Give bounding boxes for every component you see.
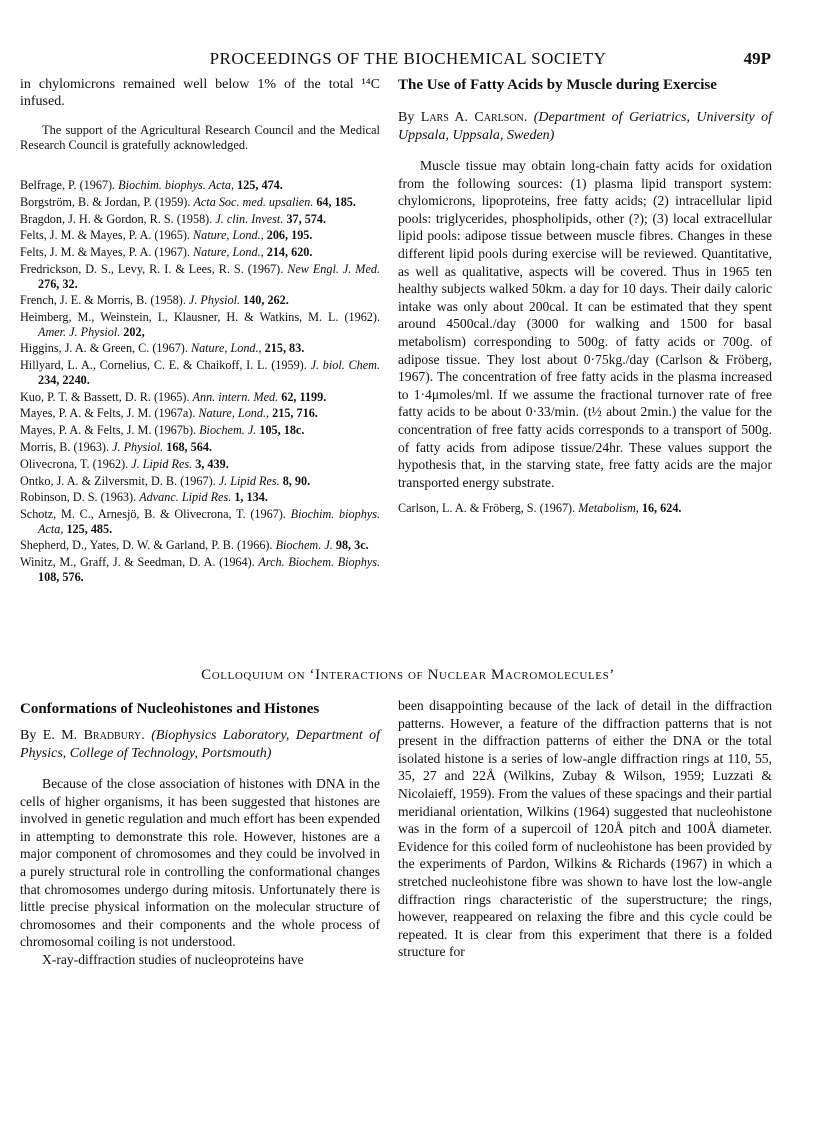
reference-item: Bragdon, J. H. & Gordon, R. S. (1958). J. clin. Invest. 37, 574. [20, 211, 327, 226]
article1-byline [398, 109, 772, 145]
reference-item: Shepherd, D., Yates, D. W. & Garland, P. B. (1966). Biochem. J. 98, 3c. [20, 538, 369, 553]
article1-reference [398, 501, 772, 516]
article2-body-left [20, 775, 380, 969]
reference-item: Higgins, J. A. & Green, C. (1967). Nature, Lond., 215, 83. [20, 341, 305, 356]
article2-title: Conformations of Nucleohistones and Histones [20, 701, 320, 717]
reference-item: Fredrickson, D. S., Levy, R. I. & Lees, R. S. (1967). New Engl. J. Med. 276, 32. [20, 261, 380, 291]
reference-item: Borgström, B. & Jordan, P. (1959). Acta Soc. med. upsalien. 64, 185. [20, 194, 356, 209]
article2-byline [20, 727, 380, 763]
reference-item: Heimberg, M., Weinstein, I., Klausner, H. & Watkins, M. L. (1962). Amer. J. Physiol. 202, [20, 310, 380, 339]
journal-title: PROCEEDINGS OF THE BIOCHEMICAL SOCIETY [209, 49, 607, 68]
article2-paragraph1: Because of the close association of histones with DNA in the cells of higher organisms, it has been suggested that histones are involved in genetic regulation and much effort has been expended in attempting to demonstrate this role. However, histones are a major component of chromosomes and they could be involved in a purely structural role in controlling the conformational changes that chromosomes undergo during mitosis. Unfortunately there is little precise physical information on the molecular structure of chromosomes and their components and the whole process of chromosomal coiling is not understood. [20, 776, 380, 950]
page-number: 49P [743, 49, 771, 68]
reference-item: Ontko, J. A. & Zilversmit, D. B. (1967). J. Lipid Res. 8, 90. [20, 473, 311, 488]
reference-item: French, J. E. & Morris, B. (1958). J. Physiol. 140, 262. [20, 293, 289, 308]
reference-list [20, 178, 380, 587]
article2-affiliation: (Biophysics Laboratory, Department of Physics, College of Technology, Portsmouth) [20, 728, 381, 761]
reference-item: Morris, B. (1963). J. Physiol. 168, 564. [20, 439, 212, 454]
colloquium-heading: Colloquium on ‘Interactions of Nuclear Macromolecules’ [201, 667, 615, 683]
reference-item: Felts, J. M. & Mayes, P. A. (1965). Nature, Lond., 206, 195. [20, 228, 313, 243]
reference-item: Hillyard, L. A., Cornelius, C. E. & Chaikoff, I. L. (1959). J. biol. Chem. 234, 2240. [20, 358, 381, 387]
article1-author: Lars A. Carlson. [420, 110, 528, 125]
article2-author: E. M. Bradbury. [42, 728, 145, 743]
article1-paragraph: Muscle tissue may obtain long-chain fatty acids for oxidation from the following sources: (1) plasma lipid transport system: chylomicrons, lipoproteins, free fatty acids; (2) intracellular lipid pools: triglycerides, phospholipids, other (?); (3) local extracellular lipid pools: adipose tissue between muscle fibres. Changes in these different lipid pools during exercise will be reviewed. Quantitative, as well as qualitative, aspects will be covered. Thus in 1965 ten healthy subjects walked 50km. a day for 10 days. Their daily caloric intake was only about 200cal. It can be estimated that they spent around 4500cal./day (3000 for walking and 1500 for basal metabolism) corresponding to 500g. of fatty acids or 700g. of adipose tissue. They lost about 0·75kg./day (Carlson & Fröberg, 1967). The concentration of free fatty acids in the plasma increased to 1·4μmoles/ml. If we assume the fractional turnover rate of free fatty acids to be about 0·33/min. (t½ about 2min.) the value for the concentration of free fatty acids corresponds to a transport of 500g. of fatty acids from adipose tissue/24hr. These values support the hypothesis that, in the starving state, free fatty acids are the major transported energy substrate. [398, 158, 772, 490]
reference-item: Kuo, P. T. & Bassett, D. R. (1965). Ann. intern. Med. 62, 1199. [20, 389, 327, 404]
article2-by: By [20, 728, 37, 743]
reference-item: Mayes, P. A. & Felts, J. M. (1967a). Nature, Lond., 215, 716. [20, 406, 318, 421]
article2-paragraph2-cont: been disappointing because of the lack of detail in the diffraction patterns. However, a feature of the diffraction patterns that is not present in the diffraction patterns of either the DNA or the total isolated histone is a series of low-angle diffraction rings at 110, 55, 35, 27 and 22Å (Wilkins, Zubay & Wilson, 1959; Luzzati & Nicolaieff, 1959). From the values of these spacings and their partial meridianal orientation, Wilkins (1964) suggested that nucleohistone was in the form of a supercoil of 120Å pitch and 100Å diameter. Evidence for this coiled form of nucleohistone has been provided by the experiments of Pardon, Wilkins & Richards (1967) in which a stretched nucleohistone fibre was shown to have lost the low-angle diffraction rings characteristic of the superstructure; the rings, however, reappeared on relaxing the fibre and this cycle could be repeated. It is clear from this experiment that there is a folded structure for [398, 698, 772, 960]
article1-by: By [398, 110, 415, 125]
article2-paragraph2-start: X-ray-diffraction studies of nucleoproteins have [42, 951, 304, 967]
reference-item: Winitz, M., Graff, J. & Seedman, D. A. (1964). Arch. Biochem. Biophys. 108, 576. [20, 555, 381, 584]
article2-left [20, 700, 380, 969]
acknowledgement-text: The support of the Agricultural Research Council and the Medical Research Council is gratefully acknowledged. [20, 123, 380, 152]
running-header [0, 45, 816, 75]
left-column-top [20, 76, 380, 110]
article1-affiliation: (Department of Geriatrics, University of Uppsala, Uppsala, Sweden) [398, 110, 773, 143]
reference-item: Olivecrona, T. (1962). J. Lipid Res. 3, 439. [20, 456, 229, 471]
reference-item: Robinson, D. S. (1963). Advanc. Lipid Res. 1, 134. [20, 490, 268, 505]
article1-title: The Use of Fatty Acids by Muscle during Exercise [398, 77, 717, 93]
reference-item: Belfrage, P. (1967). Biochim. biophys. Acta, 125, 474. [20, 178, 283, 192]
reference-item: Carlson, L. A. & Fröberg, S. (1967). Metabolism, 16, 624. [398, 501, 682, 516]
article2-right [398, 697, 772, 961]
reference-item: Schotz, M. C., Arnesjö, B. & Olivecrona, T. (1967). Biochim. biophys. Acta, 125, 485. [20, 507, 380, 536]
reference-item: Mayes, P. A. & Felts, J. M. (1967b). Biochem. J. 105, 18c. [20, 423, 305, 438]
reference-item: Felts, J. M. & Mayes, P. A. (1967). Nature, Lond., 214, 620. [20, 245, 313, 260]
article1-body [398, 157, 772, 491]
article1 [398, 76, 772, 518]
continuation-text: in chylomicrons remained well below 1% of the total ¹⁴C infused. [20, 77, 380, 109]
acknowledgement-block [20, 123, 380, 153]
